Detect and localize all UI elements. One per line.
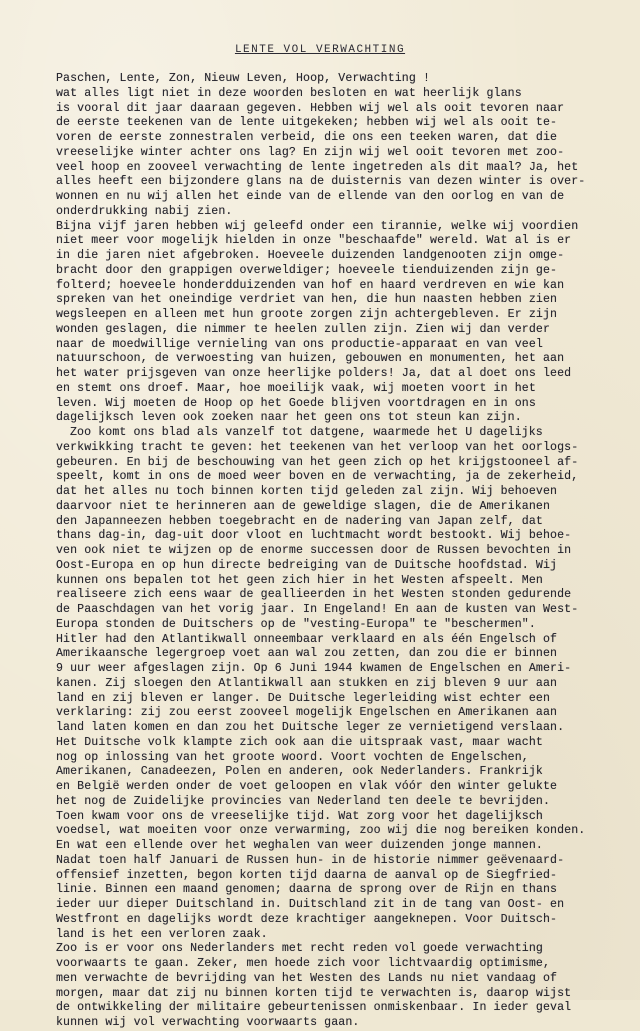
text-line: onderdrukking nabij zien. xyxy=(56,204,233,218)
text-line: wegsleepen en alleen met hun groote zorgen zijn achtergebleven. Er zijn xyxy=(56,308,558,321)
text-line: leven. Wij moeten de Hoop op het Goede blijven voortdragen en in ons xyxy=(56,396,536,410)
text-line: dagelijksch leven ook zoeken naar het geen ons tot steun kan zijn. xyxy=(56,411,522,425)
text-line: natuurschoon, de verwoesting van huizen, gebouwen en monumenten, het aan xyxy=(56,352,565,366)
text-line: 9 uur weer afgeslagen zijn. Op 6 Juni 1944 kwamen de Engelschen en Ameri- xyxy=(56,662,572,675)
text-line: daarvoor niet te herinneren aan de geweldige slagen, die de Amerikanen xyxy=(56,499,551,513)
text-line: ven ook niet te wijzen op de enorme successen door de Russen bevochten in xyxy=(56,544,572,557)
text-line: wonden geslagen, die nimmer te heelen zullen zijn. Zien wij dan verder xyxy=(56,322,551,336)
text-line: wat alles ligt niet in deze woorden besloten en wat heerlijk glans xyxy=(56,86,522,100)
text-line: Toen kwam voor ons de vreeselijke tijd. Wat zorg voor het dagelijksch xyxy=(56,809,543,823)
text-line: naar de moedwillige vernieling van ons productie-apparaat en van veel xyxy=(56,337,543,351)
document-title: LENTE VOL VERWACHTING xyxy=(234,44,406,56)
text-line: linie. Binnen een maand genomen; daarna de sprong over de Rijn en thans xyxy=(56,883,558,897)
text-line: land laten komen en dan zou het Duitsche leger ze vernietigend verslaan. xyxy=(56,721,565,734)
text-line: niet meer voor mogelijk hielden in onze "beschaafde" wereld. Wat al is er xyxy=(56,234,572,248)
text-line: nog op inlossing van het groote woord. Voort vochten de Engelschen, xyxy=(56,750,529,764)
text-line: Bijna vijf jaren hebben wij geleefd onder een tirannie, welke wij voordien xyxy=(56,219,579,233)
text-line: Hitler had den Atlantikwall onneembaar verklaard en als één Engelsch of xyxy=(56,632,558,646)
text-line: land en zij bleven er langer. De Duitsche legerleiding wist echter een xyxy=(56,691,551,705)
text-line: Paschen, Lente, Zon, Nieuw Leven, Hoop, Verwachting ! xyxy=(56,72,431,85)
text-line: veel hoop en zooveel verwachting de lente ingetreden als dit maal? Ja, het xyxy=(56,160,579,174)
text-line: Oost-Europa en op hun directe bedreiging van de Duitsche hoofdstad. Wij xyxy=(56,558,558,572)
text-line: gebeuren. En bij de beschouwing van het geen zich op het krijgstooneel af- xyxy=(56,455,579,469)
text-line: land is het een verloren zaak. xyxy=(56,927,268,941)
text-line: Nadat toen half Januari de Russen hun- in de historie nimmer geëvenaard- xyxy=(56,853,565,867)
text-line: bracht door den grappigen overweldiger; hoeveele tienduizenden zijn ge- xyxy=(56,263,558,277)
text-line: Amerikaansche legergroep voet aan wal zou zetten, dan zou die er binnen xyxy=(56,647,558,661)
text-line: de ontwikkeling der militaire gebeurtenissen onmiskenbaar. In ieder geval xyxy=(56,1001,572,1015)
text-line: alles heeft een bijzondere glans na de duisternis van dezen winter is over- xyxy=(56,175,586,189)
text-line: kanen. Zij sloegen den Atlantikwall aan stukken en zij bleven 9 uur aan xyxy=(56,676,558,690)
text-line: verkwikking tracht te geven: het teekenen van het verloop van het oorlogs- xyxy=(56,440,579,454)
text-line: en België werden onder de voet geloopen en vlak vóór den winter gelukte xyxy=(56,780,558,793)
text-line: speelt, komt in ons de moed weer boven en de verwachting, ja de zekerheid, xyxy=(56,470,579,484)
text-line: offensief inzetten, begon korten tijd daarna de aanval op de Siegfried- xyxy=(56,868,558,882)
text-line: voren de eerste zonnestralen verbeid, die ons een teeken waren, dat die xyxy=(56,131,558,144)
text-line: is vooral dit jaar daaraan gegeven. Hebben wij wel als ooit tevoren naar xyxy=(56,101,565,115)
text-line: voorwaarts te gaan. Zeker, men hoede zich voor lichtvaardig optimisme, xyxy=(56,957,551,970)
text-line: Zoo komt ons blad als vanzelf tot datgene, waarmede het U dagelijks xyxy=(70,426,543,439)
text-line: het water prijsgeven van onze heerlijke polders! Ja, dat al doet ons leed xyxy=(56,367,572,380)
text-line: Amerikanen, Canadeezen, Polen en anderen, ook Nederlanders. Frankrijk xyxy=(56,765,543,779)
text-line: kunnen wij vol verwachting voorwaarts gaan. xyxy=(56,1016,360,1029)
text-line: Het Duitsche volk klampte zich ook aan die uitspraak vast, maar wacht xyxy=(56,735,543,749)
text-line: verklaring: zij zou eerst zooveel mogelijk Engelschen en Amerikanen aan xyxy=(56,706,558,720)
text-line: dat het alles nu toch binnen korten tijd geleden zal zijn. Wij behoeven xyxy=(56,485,558,498)
text-line: realiseere zich eens waar de geallieerden in het Westen stonden gedurende xyxy=(56,588,572,602)
text-line: spreken van het oneindige verdriet van hen, die hun naasten hebben zien xyxy=(56,293,558,307)
text-line: morgen, maar dat zij nu binnen korten tijd te verwachten is, daarop wijst xyxy=(56,986,572,1000)
text-line: En wat een ellende over het weghalen van weer duizenden jonge mannen. xyxy=(56,839,543,852)
text-line: de Paaschdagen van het vorig jaar. In Engeland! En aan de kusten van West- xyxy=(56,603,579,616)
text-line: in die jaren niet afgebroken. Hoeveele duizenden landgenooten zijn omge- xyxy=(56,249,565,262)
text-line: Europa stonden de Duitschers op de "vesting-Europa" te "beschermen". xyxy=(56,617,536,631)
text-line: voedsel, wat moeiten voor onze verwarming, zoo wij die nog bereiken konden. xyxy=(56,824,586,838)
text-line: Westfront en dagelijks wordt deze krachtiger aangeknepen. Voor Duitsch- xyxy=(56,912,558,926)
text-line: het nog de Zuidelijke provincies van Nederland ten deele te bevrijden. xyxy=(56,794,551,808)
text-line: kunnen ons bepalen tot het geen zich hier in het Westen afspeelt. Men xyxy=(56,573,543,587)
text-line: ieder uur dieper Duitschland in. Duitschland zit in de tang van Oost- en xyxy=(56,898,565,911)
document-body xyxy=(56,72,612,1031)
text-line: de eerste teekenen van de lente uitgekeken; hebben wij wel als ooit te- xyxy=(56,116,558,130)
text-line: Zoo is er voor ons Nederlanders met recht reden vol goede verwachting xyxy=(56,942,543,956)
text-line: folterd; hoeveele honderdduizenden van hof en haard verdreven en wie kan xyxy=(56,278,565,292)
text-line: wonnen en nu wij allen het einde van de ellende van den oorlog en van de xyxy=(56,190,565,203)
text-line: den Japanneezen hebben toegebracht en de nadering van Japan zelf, dat xyxy=(56,514,543,528)
text-line: vreeselijke winter achter ons lag? En zijn wij wel ooit tevoren met zoo- xyxy=(56,145,565,159)
text-line: men verwachte de bevrijding van het Westen des Lands nu niet vandaag of xyxy=(56,971,558,985)
text-line: en stemt ons droef. Maar, hoe moeilijk vaak, wij moeten voort in het xyxy=(56,381,536,395)
text-line: thans dag-in, dag-uit door vloot en luchtmacht wordt bestookt. Wij behoe- xyxy=(56,529,572,543)
